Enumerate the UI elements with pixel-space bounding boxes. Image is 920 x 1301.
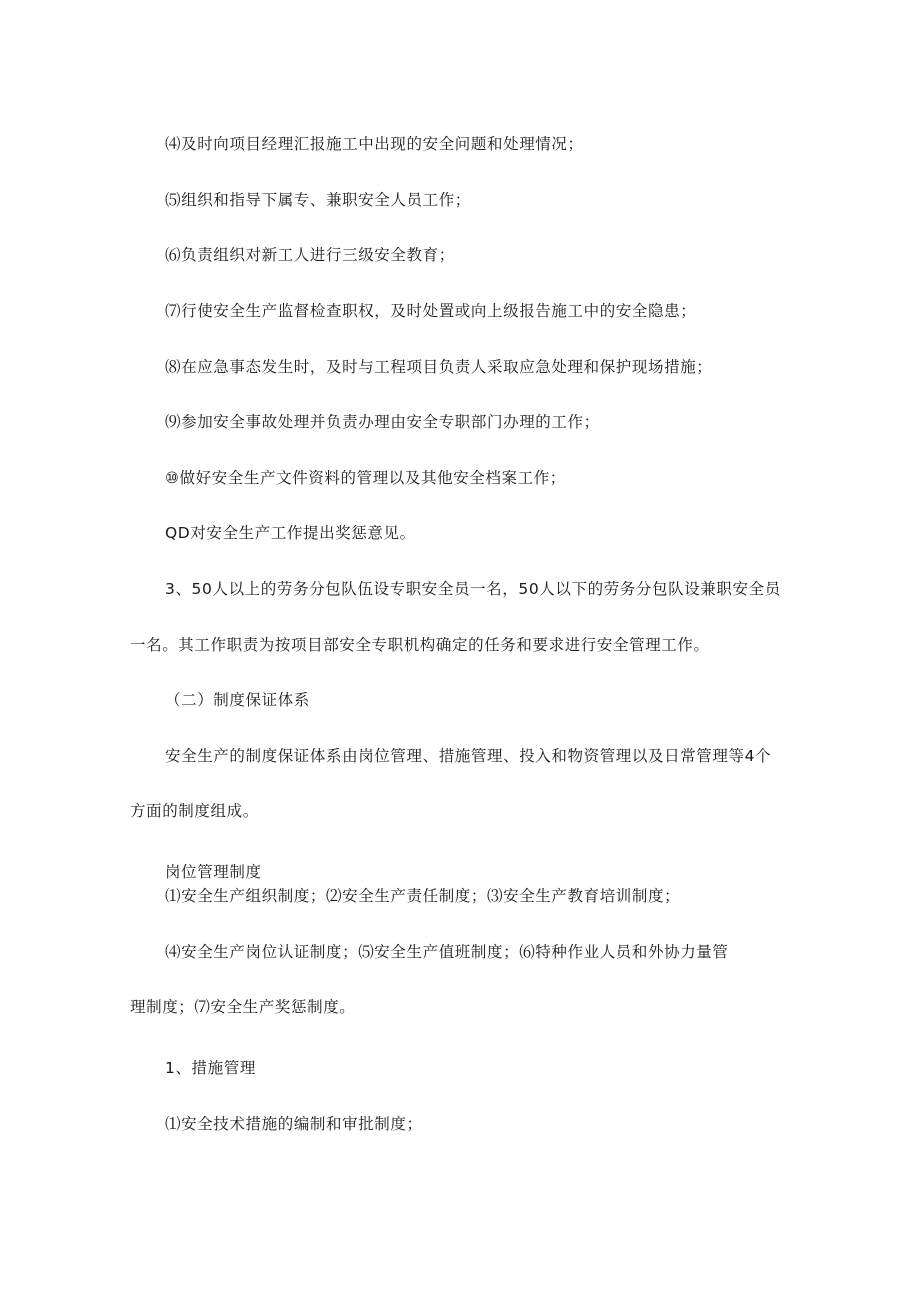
post-management-heading: 岗位管理制度 [165, 863, 262, 881]
post-management-line-2: ⑷安全生产岗位认证制度；⑸安全生产值班制度；⑹特种作业人员和外协力量管 [165, 943, 729, 961]
duty-item-11: QD对安全生产工作提出奖惩意见。 [165, 524, 416, 542]
paragraph-3-line-2: 一名。其工作职责为按项目部安全专职机构确定的任务和要求进行安全管理工作。 [130, 636, 710, 654]
measures-heading: 1、措施管理 [165, 1059, 256, 1077]
paragraph-3-line-1: 3、50人以上的劳务分包队伍设专职安全员一名，50人以下的劳务分包队设兼职安全员 [165, 580, 781, 598]
duty-item-8: ⑻在应急事态发生时，及时与工程项目负责人采取应急处理和保护现场措施； [165, 358, 713, 376]
section-intro-line-1: 安全生产的制度保证体系由岗位管理、措施管理、投入和物资管理以及日常管理等4个 [165, 747, 772, 765]
duty-item-4: ⑷及时向项目经理汇报施工中出现的安全问题和处理情况； [165, 135, 584, 153]
section-heading: （二）制度保证体系 [165, 691, 310, 709]
post-management-line-1: ⑴安全生产组织制度；⑵安全生产责任制度；⑶安全生产教育培训制度； [165, 887, 681, 905]
post-management-line-3: 理制度；⑺安全生产奖惩制度。 [130, 998, 356, 1016]
duty-item-10: ⑩做好安全生产文件资料的管理以及其他安全档案工作； [165, 469, 566, 487]
duty-item-9: ⑼参加安全事故处理并负责办理由安全专职部门办理的工作； [165, 413, 600, 431]
section-intro-line-2: 方面的制度组成。 [130, 802, 259, 820]
measures-line-1: ⑴安全技术措施的编制和审批制度； [165, 1115, 423, 1133]
duty-item-5: ⑸组织和指导下属专、兼职安全人员工作； [165, 191, 471, 209]
duty-item-6: ⑹负责组织对新工人进行三级安全教育； [165, 246, 455, 264]
duty-item-7: ⑺行使安全生产监督检查职权，及时处置或向上级报告施工中的安全隐患； [165, 302, 697, 320]
